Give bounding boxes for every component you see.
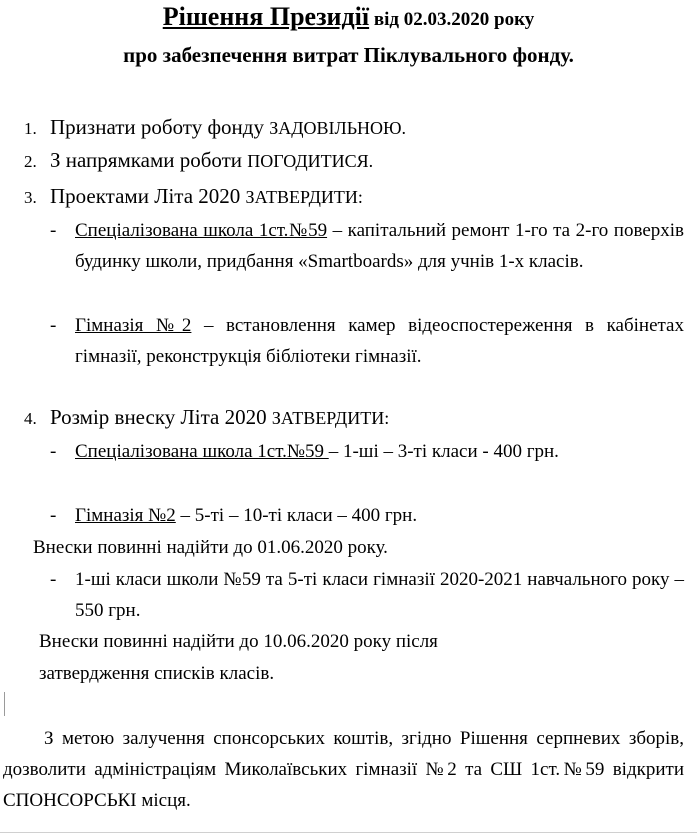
fee-bullet-school — [50, 436, 684, 467]
fee-bullet-gymnasium — [50, 500, 684, 531]
list-item-4 — [24, 402, 389, 434]
bullet-dash: - — [50, 569, 57, 590]
bullet-text — [75, 436, 684, 467]
bullet-name: Спеціалізована школа 1ст.№59 — [75, 441, 329, 462]
bullet-name: Спеціалізована школа 1ст.№59 — [75, 220, 328, 241]
item-caps: ПОГОДИТИСЯ. — [247, 151, 374, 171]
bullet-dash: - — [50, 220, 57, 241]
item-text: Признати роботу фонду — [50, 115, 270, 139]
bullet-dash: - — [50, 315, 57, 336]
item-number: 3. — [24, 188, 37, 207]
document-title — [0, 2, 697, 35]
deadline-note-2-line-1: Внески повинні надійти до 10.06.2020 року після — [39, 631, 438, 652]
bullet-text — [75, 215, 684, 277]
title-main: Рішення Президії — [162, 2, 370, 31]
item-number: 2. — [24, 152, 37, 171]
item-caps: ЗАТВЕРДИТИ: — [271, 408, 390, 428]
list-item-1 — [24, 112, 406, 144]
item-text: Проектами Літа 2020 — [50, 184, 246, 208]
project-bullet-school — [50, 215, 684, 277]
project-bullet-gymnasium — [50, 310, 684, 372]
list-item-2 — [24, 145, 373, 177]
bullet-text: 1-ші класи школи №59 та 5-ті класи гімназії 2020-2021 навчального року – 550 грн. — [75, 569, 684, 621]
bullet-text — [75, 310, 684, 372]
item-text: З напрямками роботи — [50, 148, 248, 172]
final-paragraph: З метою залучення спонсорських коштів, згідно Рішення серпневих зборів, дозволити адміністраціям Миколаївських гімназії №2 та СШ 1ст.№59 відкрити СПОНСОРСЬКІ місця. — [3, 728, 684, 811]
bullet-dash: - — [50, 505, 57, 526]
bullet-rest: – встановлення камер відеоспостереження в кабінетах гімназії, реконструкція бібліотеки гімназії. — [75, 315, 684, 367]
item-caps: ЗАДОВІЛЬНОЮ. — [269, 118, 407, 138]
text-cursor — [4, 692, 5, 716]
list-item-3 — [24, 181, 363, 213]
bullet-rest: – 5-ті – 10-ті класи – 400 грн. — [175, 505, 418, 526]
item-number: 1. — [24, 119, 37, 138]
item-caps: ЗАТВЕРДИТИ: — [245, 187, 363, 207]
item-text: Розмір внеску Літа 2020 — [50, 405, 272, 429]
item-number: 4. — [24, 409, 37, 428]
bullet-rest: – 1-ші – 3-ті класи - 400 грн. — [328, 441, 559, 462]
document-subtitle: про забезпечення витрат Піклувального фонду. — [123, 43, 574, 67]
bullet-name: Гімназія №2 — [75, 315, 192, 336]
bullet-name: Гімназія №2 — [75, 505, 176, 526]
deadline-note-1: Внески повинні надійти до 01.06.2020 року. — [33, 537, 388, 558]
title-date: від 02.03.2020 року — [369, 9, 535, 30]
fee-bullet-first-classes — [50, 564, 684, 626]
page-bottom-border — [0, 832, 697, 833]
bullet-dash: - — [50, 441, 57, 462]
bullet-rest: – капітальний ремонт 1-го та 2-го поверхів будинку школи, придбання «Smartboards» для учнів 1-х класів. — [75, 220, 684, 272]
deadline-note-2-line-2: затвердження списків класів. — [39, 663, 275, 684]
bullet-text — [75, 500, 684, 531]
